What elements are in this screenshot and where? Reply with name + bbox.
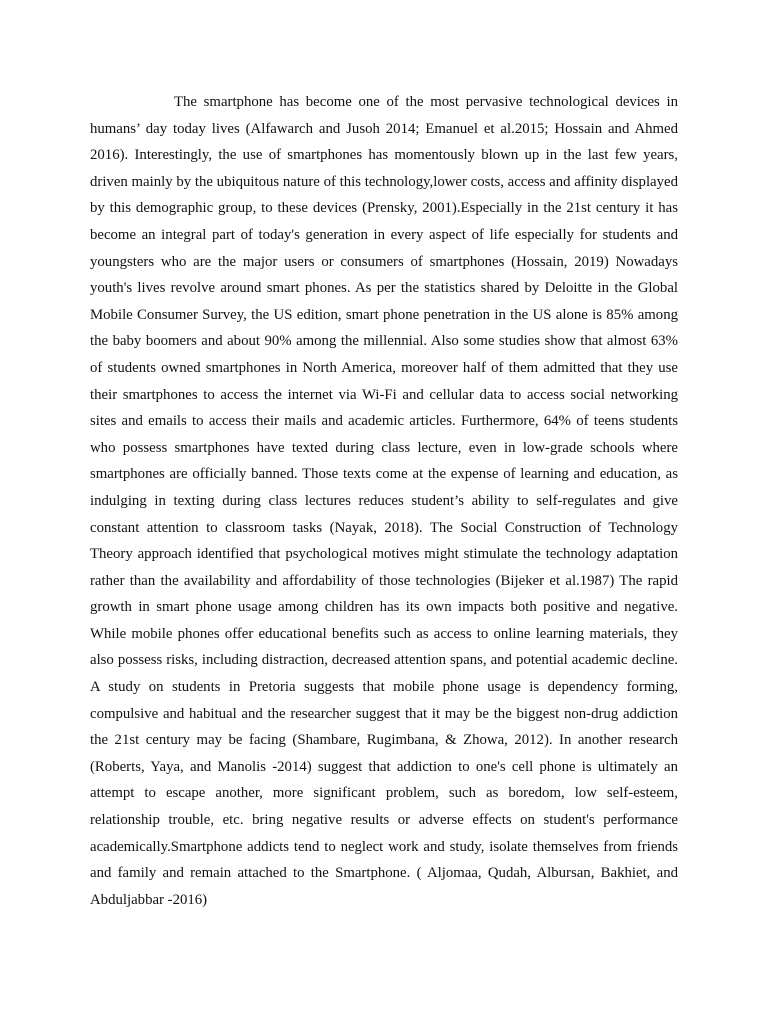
body-paragraph: The smartphone has become one of the most pervasive technological devices in humans’ day today lives (Alfawarch and Jusoh 2014; Emanuel et al.2015; Hossain and Ahmed 2016). Interestingly, the use of smartphones has momentously blown up in the last few years, driven mainly by the ubiquitous nature of this technology,lower costs, access and affinity displayed by this demographic group, to these devices (Prensky, 2001).Especially in the 21st century it has become an integral part of today's generation in every aspect of life especially for students and youngsters who are the major users or consumers of smartphones (Hossain, 2019) Nowadays youth's lives revolve around smart phones. As per the statistics shared by Deloitte in the Global Mobile Consumer Survey, the US edition, smart phone penetration in the US alone is 85% among the baby boomers and about 90% among the millennial. Also some studies show that almost 63% of students owned smartphones in North America, moreover half of them admitted that they use their smartphones to access the internet via Wi-Fi and cellular data to access social networking sites and emails to access their mails and academic articles. Furthermore, 64% of teens students who possess smartphones have texted during class lecture, even in low-grade schools where smartphones are officially banned. Those texts come at the expense of learning and education, as indulging in texting during class lectures reduces student’s ability to self-regulates and give constant attention to classroom tasks (Nayak, 2018). The Social Construction of Technology Theory approach identified that psychological motives might stimulate the technology adaptation rather than the availability and affordability of those technologies (Bijeker et al.1987) The rapid growth in smart phone usage among children has its own impacts both positive and negative. While mobile phones offer educational benefits such as access to online learning materials, they also possess risks, including distraction, decreased attention spans, and potential academic decline. A study on students in Pretoria suggests that mobile phone usage is dependency forming, compulsive and habitual and the researcher suggest that it may be the biggest non-drug addiction the 21st century may be facing (Shambare, Rugimbana, & Zhowa, 2012). In another research (Roberts, Yaya, and Manolis -2014) suggest that addiction to one's cell phone is ultimately an attempt to escape another, more significant problem, such as boredom, low self-esteem, relationship trouble, etc. bring negative results or adverse effects on student's performance academically.Smartphone addicts tend to neglect work and study, isolate themselves from friends and family and remain attached to the Smartphone. ( Aljomaa, Qudah, Albursan, Bakhiet, and Abduljabbar -2016)	[90, 94, 678, 908]
